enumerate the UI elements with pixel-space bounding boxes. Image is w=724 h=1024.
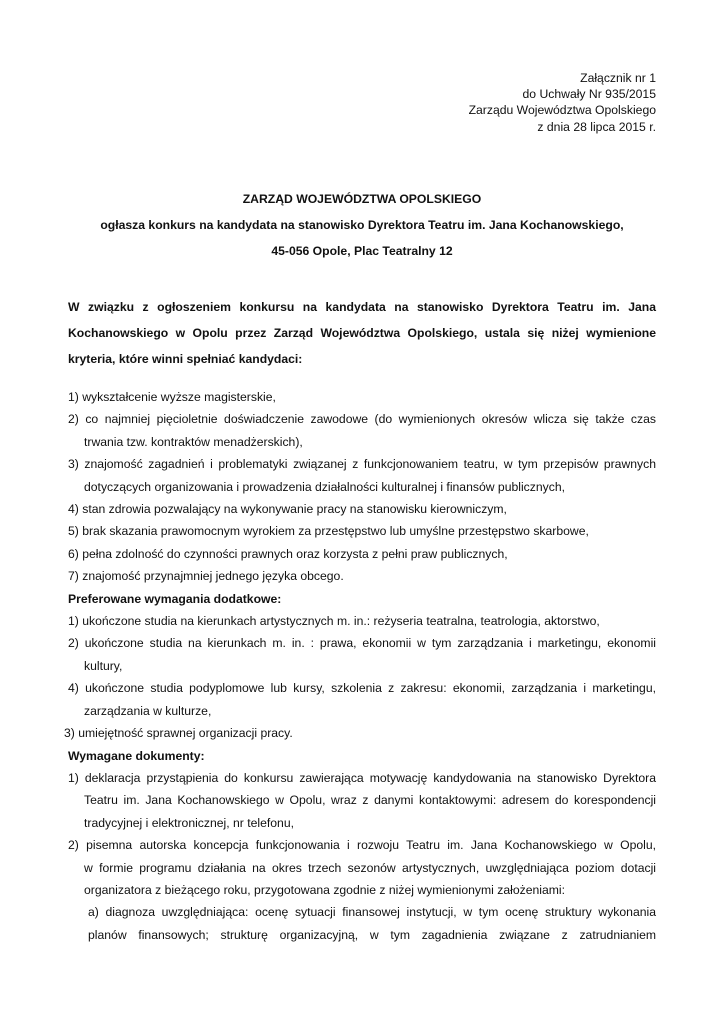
criterion-7: 7) znajomość przynajmniej jednego języka obcego. — [68, 569, 344, 584]
title-line-1: ZARZĄD WOJEWÓDZTWA OPOLSKIEGO — [242, 192, 482, 206]
document-1-cont-b: tradycyjnej i elektronicznej, nr telefonu, — [84, 815, 295, 830]
documents-heading: Wymagane dokumenty: — [68, 748, 205, 763]
document-2: 2) pisemna autorska koncepcja funkcjonowania i rozwoju Teatru im. Jana Kochanowskiego w Opolu, — [68, 838, 656, 853]
criterion-4: 4) stan zdrowia pozwalający na wykonywanie pracy na stanowisku kierowniczym, — [68, 502, 507, 517]
preferred-3-cont: zarządzania w kulturze, — [84, 703, 212, 718]
preferred-2-cont: kultury, — [84, 658, 123, 673]
document-1: 1) deklaracja przystąpienia do konkursu zawierająca motywację kandydowania na stanowisko Dyrektora — [68, 770, 656, 785]
document-2-cont-a: w formie programu działania na okres trzech sezonów artystycznych, uwzględniająca poziom dotacji — [84, 860, 656, 875]
document-2-cont-b: organizatora z bieżącego roku, przygotowana zgodnie z niżej wymienionymi założeniami: — [84, 882, 565, 897]
preferred-3: 4) ukończone studia podyplomowe lub kursy, szkolenia z zakresu: ekonomii, zarządzania i marketingu, — [68, 681, 656, 696]
title-line-3: 45-056 Opole, Plac Teatralny 12 — [271, 244, 453, 258]
criterion-1: 1) wykształcenie wyższe magisterskie, — [68, 390, 276, 404]
criterion-3: 3) znajomość zagadnień i problematyki związanej z funkcjonowaniem teatru, w tym przepisów prawnych — [68, 457, 656, 472]
document-2a: a) diagnoza uwzględniająca: ocenę sytuacji finansowej instytucji, w tym ocenę struktury wykonania — [88, 905, 656, 920]
criterion-6: 6) pełna zdolność do czynności prawnych oraz korzysta z pełni praw publicznych, — [68, 546, 508, 561]
document-1-cont-a: Teatru im. Jana Kochanowskiego w Opolu, wraz z danymi kontaktowymi: adresem do korespondencji — [84, 793, 656, 808]
criterion-2: 2) co najmniej pięcioletnie doświadczenie zawodowe (do wymienionych okresów wlicza się także czas — [68, 412, 656, 427]
document-title — [0, 186, 724, 264]
preferred-1: 1) ukończone studia na kierunkach artystycznych m. in.: reżyseria teatralna, teatrologia, aktorstwo, — [68, 614, 600, 629]
title-line-2: ogłasza konkurs na kandydata na stanowisko Dyrektora Teatru im. Jana Kochanowskiego, — [100, 218, 624, 232]
preferred-2: 2) ukończone studia na kierunkach m. in. : prawa, ekonomii w tym zarządzania i marketingu, ekonomii — [68, 636, 656, 651]
criterion-2-cont: trwania tzw. kontraktów menadżerskich), — [84, 434, 303, 449]
intro-paragraph: W związku z ogłoszeniem konkursu na kandydata na stanowisko Dyrektora Teatru im. Jana Kochanowskiego w Opolu przez Zarząd Województwa Opolskiego, ustala się niżej wymienione kryteria, które winni spełniać kandydaci: — [68, 300, 656, 366]
annex-board: Zarządu Województwa Opolskiego — [468, 103, 656, 118]
document-2a-cont: planów finansowych; strukturę organizacyjną, w tym zagadnienia związane z zatrudnianiem — [88, 927, 656, 942]
annex-number: Załącznik nr 1 — [580, 71, 656, 85]
annex-header — [469, 70, 656, 135]
annex-resolution: do Uchwały Nr 935/2015 — [522, 87, 656, 102]
preferred-4: 3) umiejętność sprawnej organizacji pracy. — [64, 726, 293, 741]
document-body — [64, 386, 656, 946]
criterion-5: 5) brak skazania prawomocnym wyrokiem za przestępstwo lub umyślne przestępstwo skarbowe, — [68, 524, 589, 539]
preferred-heading: Preferowane wymagania dodatkowe: — [68, 591, 282, 606]
criterion-3-cont: dotyczących organizowania i prowadzenia działalności kulturalnej i finansów publicznych, — [84, 479, 565, 494]
annex-date: z dnia 28 lipca 2015 r. — [537, 119, 656, 134]
